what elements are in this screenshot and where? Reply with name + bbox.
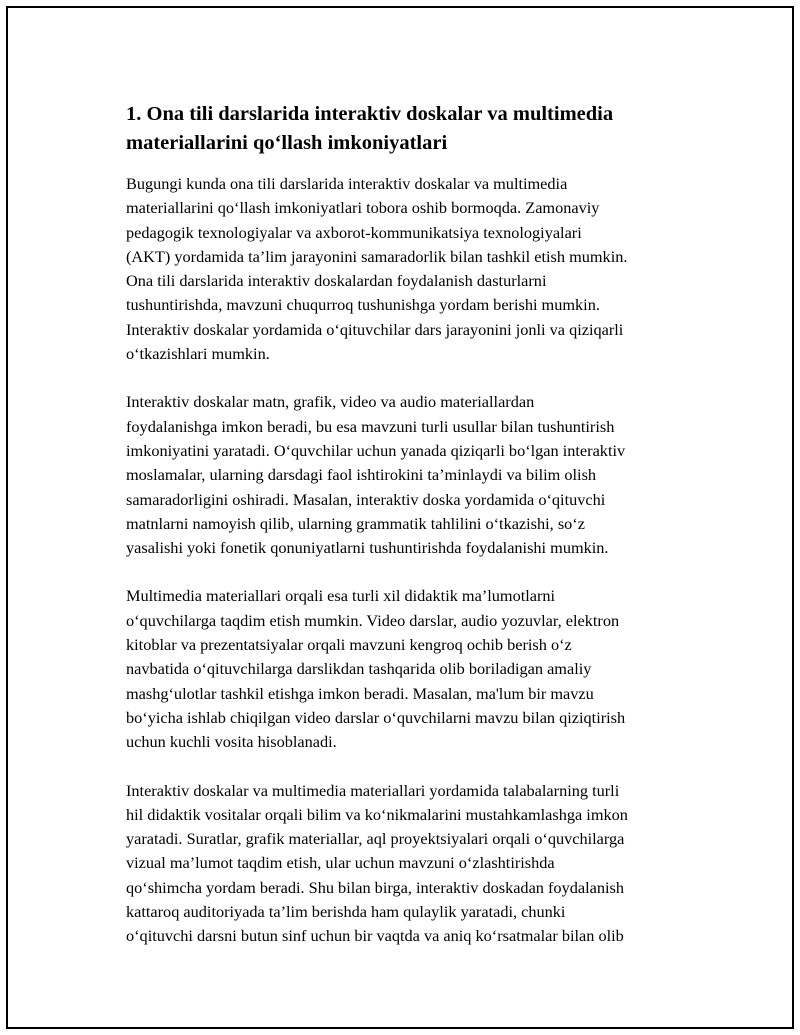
paragraph-1: [126, 172, 694, 366]
text-line: Ona tili darslarida interaktiv doskalardan foydalanish dasturlarni: [126, 271, 547, 291]
text-line: tushuntirishda, mavzuni chuqurroq tushunishga yordam berishi mumkin.: [126, 295, 600, 315]
text-line: qo‘shimcha yordam beradi. Shu bilan birga, interaktiv doskadan foydalanish: [126, 877, 624, 897]
text-line: kitoblar va prezentatsiyalar orqali mavzuni kengroq ochib berish o‘z: [126, 635, 572, 655]
text-line: uchun kuchli vosita hisoblanadi.: [126, 732, 337, 752]
text-line: Interaktiv doskalar matn, grafik, video va audio materiallardan: [126, 392, 535, 412]
text-line: materiallarini qo‘llash imkoniyatlari tobora oshib bormoqda. Zamonaviy: [126, 198, 600, 218]
document-body: [126, 100, 694, 973]
text-line: samaradorligini oshiradi. Masalan, interaktiv doska yordamida o‘qituvchi: [126, 489, 606, 509]
text-line: (AKT) yordamida ta’lim jarayonini samaradorlik bilan tashkil etish mumkin.: [126, 246, 628, 266]
text-line: hil didaktik vositalar orqali bilim va ko‘nikmalarini mustahkamlashga imkon: [126, 804, 628, 824]
text-line: yasalishi yoki fonetik qonuniyatlarni tushuntirishda foydalanishi mumkin.: [126, 538, 609, 558]
section-heading: [126, 100, 694, 158]
text-line: imkoniyatini yaratadi. O‘quvchilar uchun yanada qiziqarli bo‘lgan interaktiv: [126, 440, 626, 460]
text-line: mashg‘ulotlar tashkil etishga imkon beradi. Masalan, ma'lum bir mavzu: [126, 683, 594, 703]
heading-line: materiallarini qo‘llash imkoniyatlari: [126, 132, 448, 154]
text-line: bo‘yicha ishlab chiqilgan video darslar o‘quvchilarni mavzu bilan qiziqtirish: [126, 707, 626, 727]
text-line: o‘quvchilarga taqdim etish mumkin. Video darslar, audio yozuvlar, elektron: [126, 610, 620, 630]
text-line: moslamalar, ularning darsdagi faol ishtirokini ta’minlaydi va bilim olish: [126, 465, 597, 485]
text-line: vizual ma’lumot taqdim etish, ular uchun mavzuni o‘zlashtirishda: [126, 853, 555, 873]
text-line: kattaroq auditoriyada ta’lim berishda ham qulaylik yaratadi, chunki: [126, 902, 566, 922]
text-line: pedagogik texnologiyalar va axborot-kommunikatsiya texnologiyalari: [126, 222, 582, 242]
text-line: Interaktiv doskalar va multimedia materiallari yordamida talabalarning turli: [126, 780, 620, 800]
text-line: o‘tkazishlari mumkin.: [126, 344, 270, 364]
page-frame: [6, 6, 794, 1029]
text-line: matnlarni namoyish qilib, ularning grammatik tahlilini o‘tkazishi, so‘z: [126, 513, 585, 533]
text-line: o‘qituvchi darsni butun sinf uchun bir vaqtda va aniq ko‘rsatmalar bilan olib: [126, 926, 624, 946]
heading-line: 1. Ona tili darslarida interaktiv doskalar va multimedia: [126, 103, 614, 125]
text-line: Multimedia materiallari orqali esa turli xil didaktik ma’lumotlarni: [126, 586, 556, 606]
text-line: navbatida o‘qituvchilarga darslikdan tashqarida olib boriladigan amaliy: [126, 659, 592, 679]
paragraph-3: [126, 584, 694, 754]
text-line: foydalanishga imkon beradi, bu esa mavzuni turli usullar bilan tushuntirish: [126, 416, 615, 436]
paragraph-4: [126, 779, 694, 949]
text-line: Bugungi kunda ona tili darslarida interaktiv doskalar va multimedia: [126, 174, 568, 193]
paragraph-2: [126, 390, 694, 560]
text-line: Interaktiv doskalar yordamida o‘qituvchilar dars jarayonini jonli va qiziqarli: [126, 319, 624, 339]
text-line: yaratadi. Suratlar, grafik materiallar, aql proyektsiyalari orqali o‘quvchilarga: [126, 829, 625, 849]
